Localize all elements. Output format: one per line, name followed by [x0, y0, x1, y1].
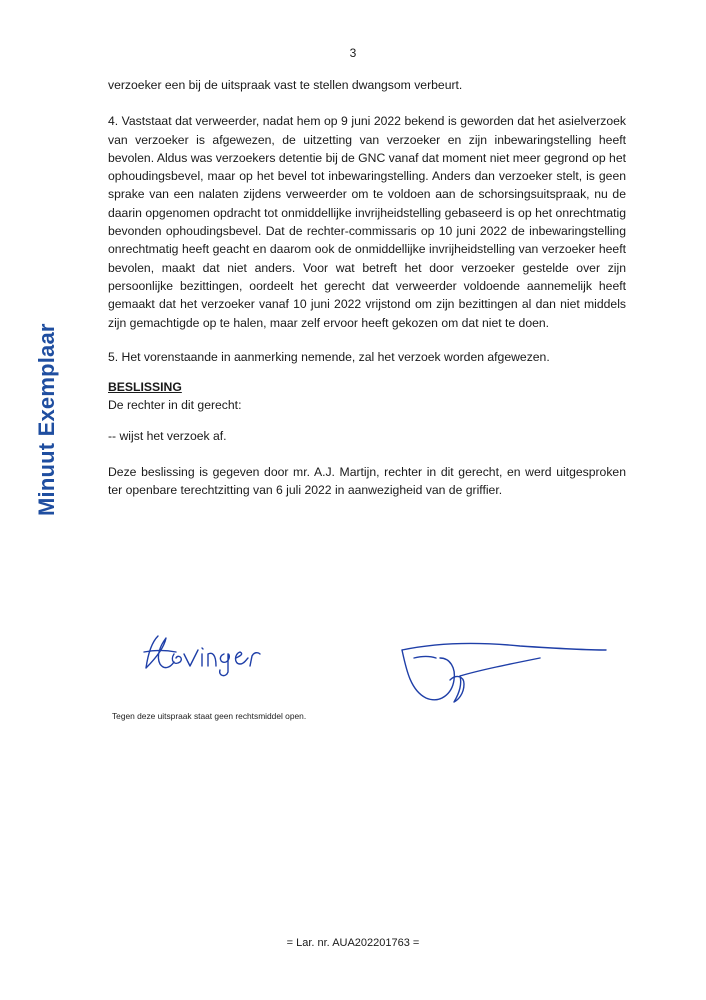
- decision-heading: BESLISSING: [108, 380, 182, 395]
- closing-paragraph: Deze beslissing is gegeven door mr. A.J. Martijn, rechter in dit gerecht, en werd uitgesproken ter openbare terechtzitting van 6 juli 2022 in aanwezigheid van de griffier.: [108, 465, 626, 498]
- clerk-signature: [400, 628, 610, 710]
- page-number: 3: [349, 46, 357, 60]
- minuut-exemplaar-stamp: Minuut Exemplaar: [34, 323, 59, 516]
- continuation-paragraph: verzoeker een bij de uitspraak vast te stellen dwangsom verbeurt.: [108, 78, 463, 92]
- paragraph-5: 5. Het vorenstaande in aanmerking nemende, zal het verzoek worden afgewezen.: [108, 349, 550, 364]
- judge-intro: De rechter in dit gerecht:: [108, 398, 242, 413]
- paragraph-4: 4. Vaststaat dat verweerder, nadat hem op 9 juni 2022 bekend is geworden dat het asielverzoek van verzoeker is afgewezen, de uitzetting van verzoeker en zijn inbewaringstelling heeft bevolen. Aldus was verzoekers detentie bij de GNC vanaf dat moment niet meer gegrond op het ophoudingsbevel, maar op het bevel tot inbewaringstelling. Anders dan verzoeker stelt, is geen sprake van een nalaten zijdens verweerder om te voldoen aan de schorsingsuitspraak, nu de daarin opgenomen opdracht tot onmiddellijke invrijheidstelling gebaseerd is op het onrechtmatig bevonden ophoudingsbevel. Dat de rechter-commissaris op 10 juni 2022 de inbewaringstelling onrechtmatig heeft geacht en daarom ook de onmiddellijke invrijheidstelling van verzoeker heeft bevolen, maakt dat niet anders. Voor wat betreft het door verzoeker gestelde over zijn persoonlijke bezittingen, oordeelt het gerecht dat verweerder voldoende aannemelijk heeft gemaakt dat het verzoeker vanaf 10 juni 2022 vrijstond om zijn bezittingen al dan niet middels zijn gemachtigde op te halen, maar zelf ervoor heeft gekozen om dat niet te doen.: [108, 114, 626, 330]
- document-body: [108, 76, 626, 500]
- appeal-note: Tegen deze uitspraak staat geen rechtsmiddel open.: [112, 711, 307, 721]
- judge-signature: [140, 628, 280, 680]
- ruling-line: -- wijst het verzoek af.: [108, 428, 227, 443]
- case-number-footer: = Lar. nr. AUA202201763 =: [286, 937, 420, 949]
